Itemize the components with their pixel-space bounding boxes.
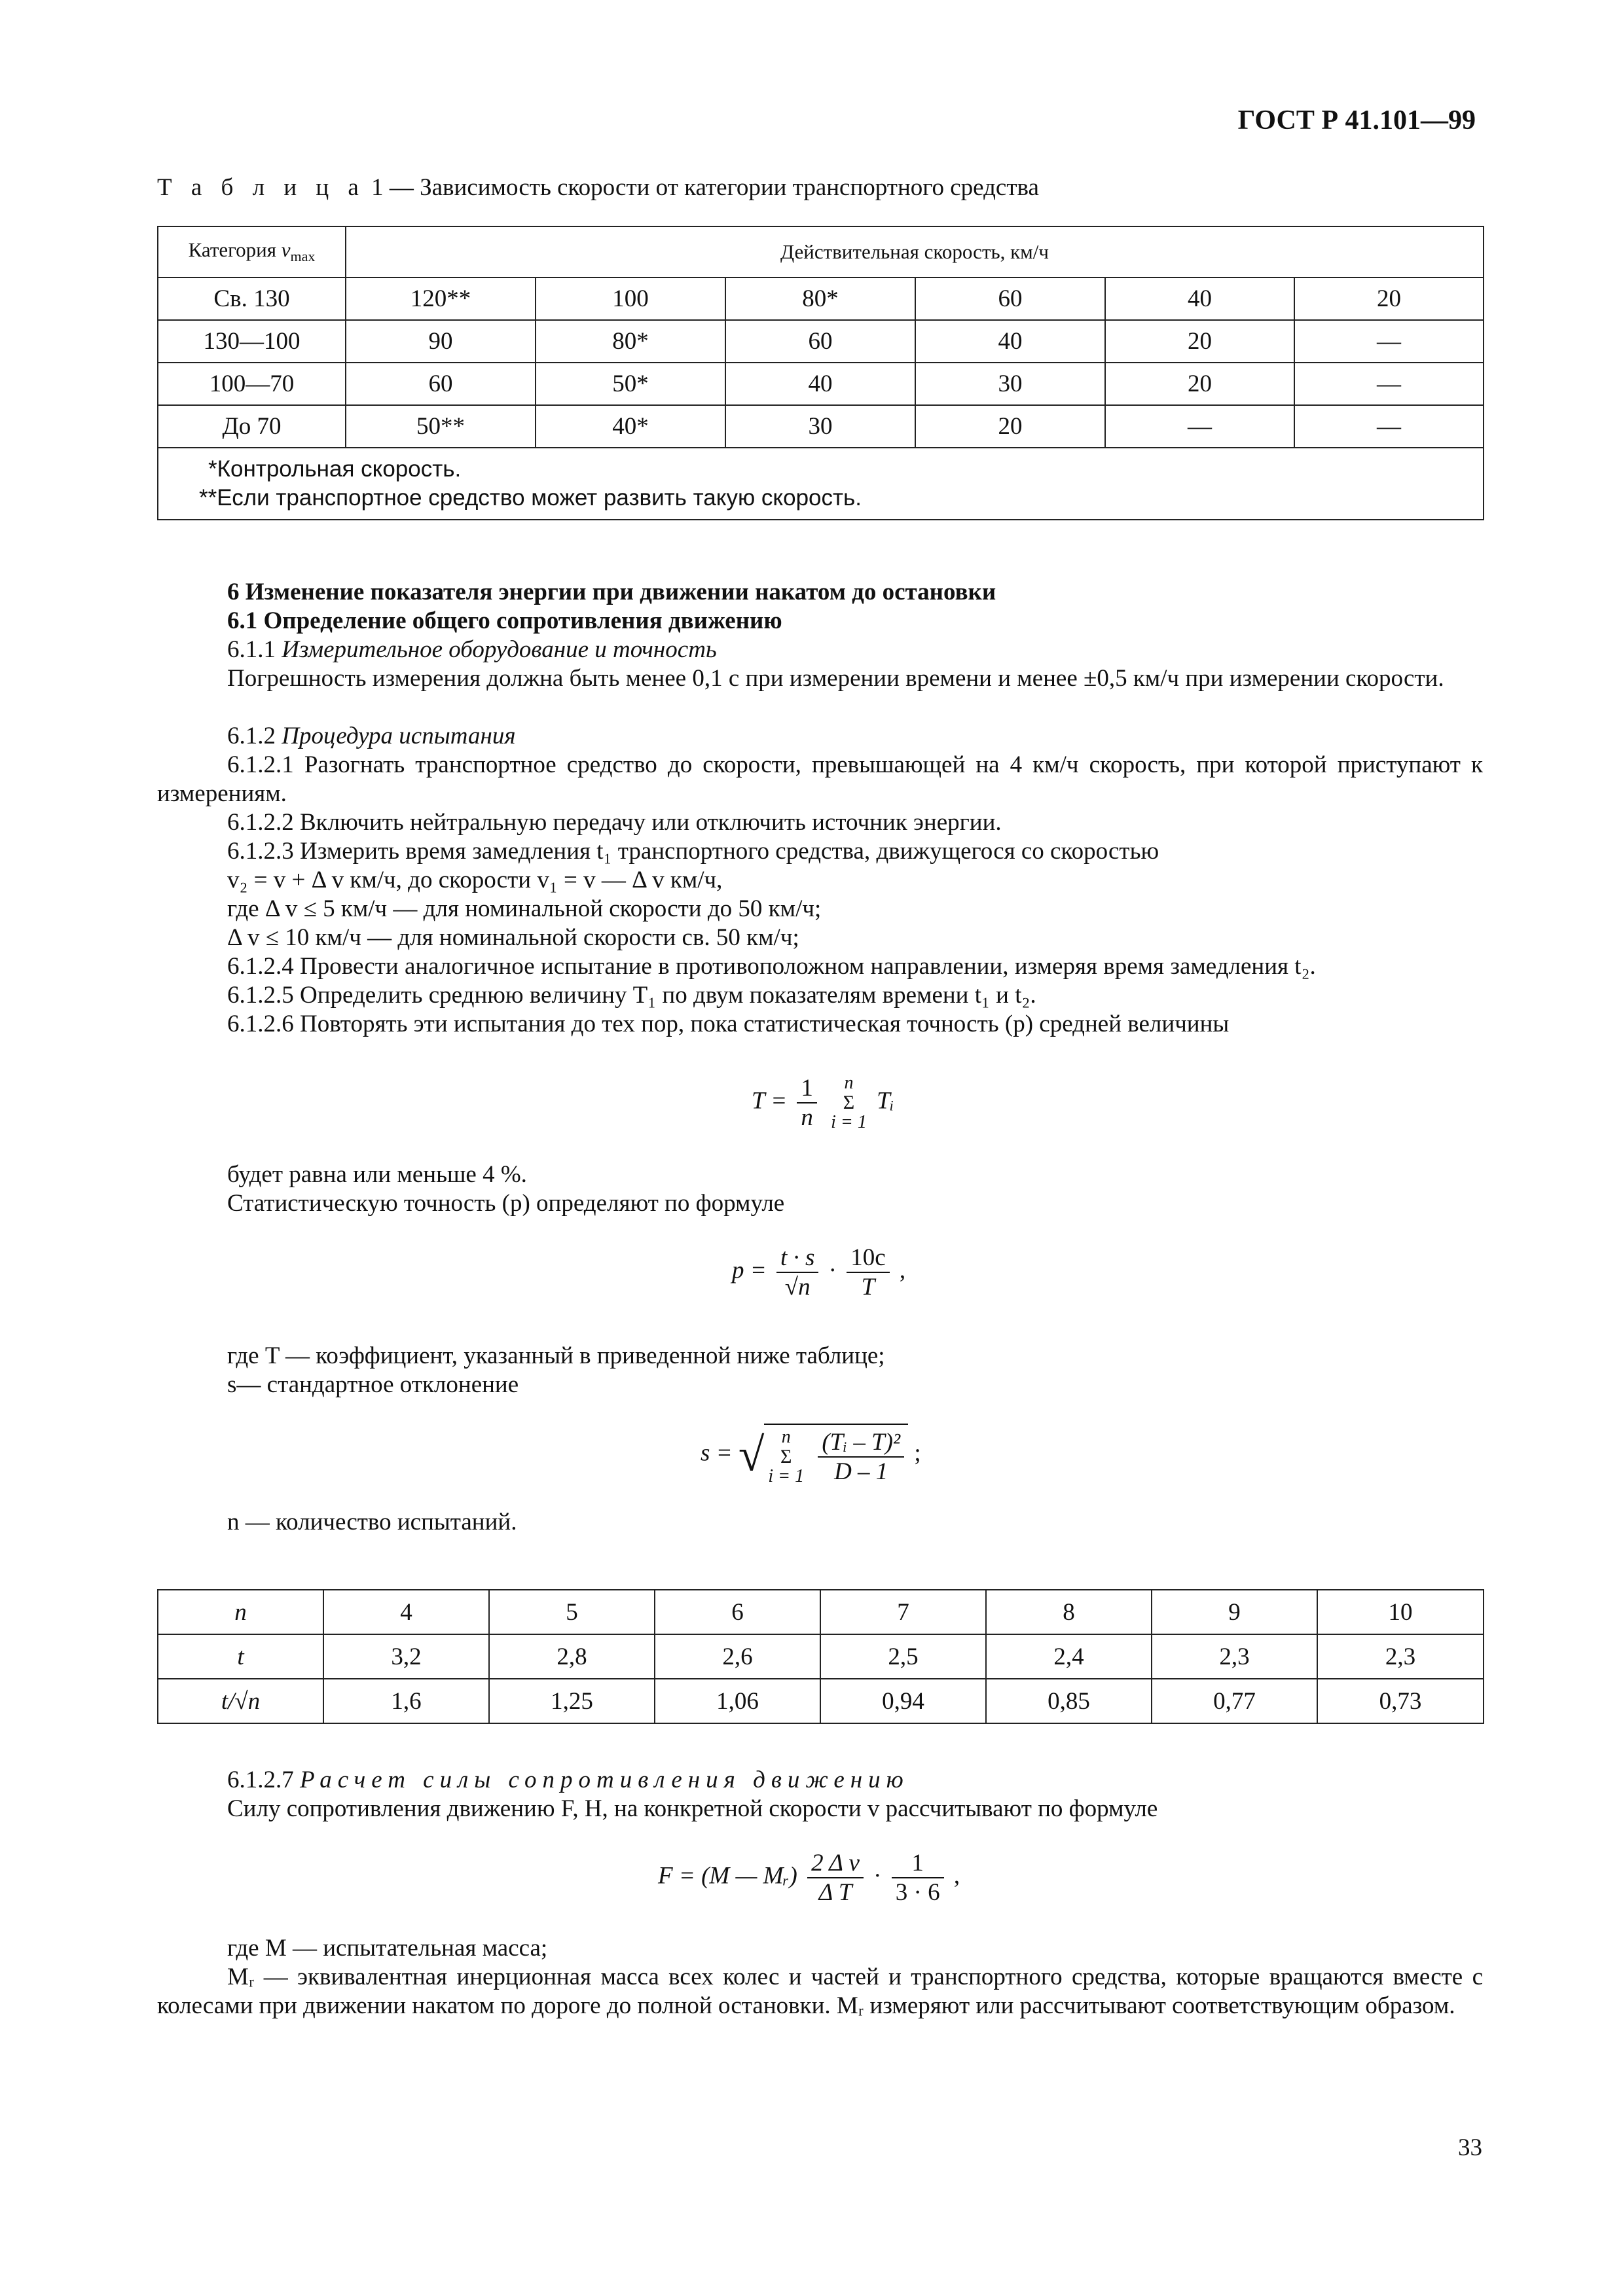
fraction (892, 1849, 944, 1907)
table1-note: **Если транспортное средство может развить такую скорость. (199, 485, 862, 511)
table-cell: 30 (915, 363, 1105, 405)
table1-header-speed: Действительная скорость, км/ч (346, 226, 1484, 278)
where-Mr: Mᵣ — эквивалентная инерционная масса всех колес и частей и транспортного средства, которые вращаются вместе с колесами при движении накатом по дороге до полной остановки. Mᵣ измеряют или рассчитывают соответствующим образом. (157, 1964, 1483, 2019)
numerator: t · s (776, 1244, 818, 1273)
sum-upper: n (781, 1427, 791, 1447)
table-cell: 100—70 (158, 363, 346, 405)
table-cell: 120** (346, 278, 536, 320)
category-label: Категория (188, 238, 282, 262)
table-cell: 10 (1317, 1590, 1484, 1634)
formula-text: s = (701, 1439, 733, 1467)
table1-header-category (158, 226, 346, 278)
table-cell: 80* (536, 320, 725, 363)
formula-text: p = (732, 1257, 767, 1284)
numerator: 10c (847, 1244, 889, 1273)
denominator: Δ T (818, 1879, 852, 1906)
table-cell: Св. 130 (158, 278, 346, 320)
table1-notes (158, 448, 1484, 520)
fraction (797, 1074, 817, 1132)
table-cell: 40* (536, 405, 725, 448)
clause-6-1-2-3: 6.1.2.3 Измерить время замедления t₁ транспортного средства, движущегося со скоростью (227, 838, 1159, 865)
clause-number: 6.1.2.7 (227, 1767, 300, 1793)
fraction (776, 1244, 818, 1301)
formula-text: T = (752, 1087, 788, 1115)
table-cell: 40 (1105, 278, 1294, 320)
where-s: s— стандартное отклонение (227, 1371, 519, 1398)
numerator: 1 (892, 1849, 944, 1878)
table-cell: 20 (1105, 320, 1294, 363)
formula-p: p = $\frac{t \cdot s}{√n}$ · $\frac{10c}{T}$ , (732, 1244, 906, 1300)
table-cell: 60 (725, 320, 915, 363)
where-n: n — количество испытаний. (227, 1509, 517, 1535)
table-cell: 4 (323, 1590, 489, 1634)
table-cell: — (1294, 363, 1484, 405)
table1-header-row (158, 226, 1484, 278)
formula-s: s = √ n Σ i = 1 $\frac{\text{(Tᵢ – T)²}}{D - 1}$ ; (701, 1424, 921, 1486)
clause-6-1-2-3-line3: где Δ v ≤ 5 км/ч — для номинальной скорости до 50 км/ч; (227, 895, 822, 922)
table-cell: 2,8 (489, 1634, 655, 1679)
clause-6-1-2-3-line2: v₂ = v + Δ v км/ч, до скорости v₁ = v — Δ v км/ч, (227, 867, 723, 893)
table-cell: 8 (986, 1590, 1152, 1634)
formula-mean-T (752, 1073, 894, 1132)
table-cell: 0,73 (1317, 1679, 1484, 1723)
clause-6-1-2-5: 6.1.2.5 Определить среднюю величину T₁ по двум показателям времени t₁ и t₂. (227, 982, 1036, 1009)
table-row (158, 320, 1484, 363)
table1-caption-prefix: Т а б л и ц а (157, 174, 365, 201)
clause-title: Процедура испытания (282, 723, 516, 749)
table-cell: 90 (346, 320, 536, 363)
force-intro: Силу сопротивления движению F, Н, на конкретной скорости v рассчитывают по формуле (227, 1795, 1158, 1822)
page-number: 33 (1458, 2134, 1482, 2161)
table-cell: 2,6 (655, 1634, 820, 1679)
table1-caption-text: 1 — Зависимость скорости от категории транспортного средства (365, 174, 1039, 201)
denominator: T (861, 1274, 875, 1300)
clause-6-1-2-7 (157, 1766, 1553, 1795)
clause-6-1-1-text: Погрешность измерения должна быть менее 0,1 с при измерении времени и менее ±0,5 км/ч при измерении скорости. (227, 665, 1444, 692)
denominator: √n (784, 1274, 811, 1300)
table-row (158, 1679, 1484, 1723)
speed-category-table (157, 226, 1484, 520)
sum-symbol: n Σ i = 1 (831, 1073, 867, 1132)
numerator: 2 Δ v (807, 1849, 864, 1878)
table-cell: 2,4 (986, 1634, 1152, 1679)
clause-title: Измерительное оборудование и точность (282, 636, 717, 663)
table-cell: 2,3 (1152, 1634, 1317, 1679)
clause-6-1-1 (157, 636, 1553, 664)
sum-upper: n (844, 1073, 854, 1093)
table-row (158, 405, 1484, 448)
clause-6-1-2-2: 6.1.2.2 Включить нейтральную передачу или отключить источник энергии. (227, 809, 1002, 836)
table-cell: 60 (915, 278, 1105, 320)
where-T: где T — коэффициент, указанный в приведенной ниже таблице; (227, 1342, 885, 1369)
category-sub: max (290, 248, 316, 265)
coefficient-table (157, 1589, 1484, 1724)
sum-lower: i = 1 (831, 1112, 867, 1132)
numerator: (Tᵢ – T)² (818, 1428, 904, 1458)
denominator: n (801, 1104, 813, 1131)
table-cell: — (1105, 405, 1294, 448)
table-cell: 1,25 (489, 1679, 655, 1723)
where-M: где M — испытательная масса; (227, 1935, 548, 1962)
table-cell: 0,94 (820, 1679, 986, 1723)
table-cell: — (1294, 320, 1484, 363)
table-cell: 40 (915, 320, 1105, 363)
table-row (158, 363, 1484, 405)
table-cell: 130—100 (158, 320, 346, 363)
table1-note: *Контрольная скорость. (208, 456, 462, 482)
denominator: D – 1 (834, 1458, 888, 1485)
table-cell: 20 (1105, 363, 1294, 405)
denominator: 3 · 6 (895, 1879, 940, 1906)
clause-number: 6.1.1 (227, 636, 282, 663)
section-6-1-heading: 6.1 Определение общего сопротивления движению (227, 607, 782, 634)
table-cell: 5 (489, 1590, 655, 1634)
table-cell: До 70 (158, 405, 346, 448)
table-cell: 60 (346, 363, 536, 405)
table-cell: 1,06 (655, 1679, 820, 1723)
row-label: t (158, 1634, 323, 1679)
table-cell: 0,77 (1152, 1679, 1317, 1723)
clause-6-1-2-4: 6.1.2.4 Провести аналогичное испытание в противоположном направлении, измеряя время замедления t₂. (227, 953, 1316, 980)
formula-text: Tᵢ (877, 1087, 894, 1115)
sum-symbol: n Σ i = 1 (768, 1427, 805, 1486)
table-cell: 0,85 (986, 1679, 1152, 1723)
fraction (818, 1428, 904, 1486)
table-row (158, 278, 1484, 320)
row-label: n (158, 1590, 323, 1634)
table-cell: 50* (536, 363, 725, 405)
clause-6-1-2-6: 6.1.2.6 Повторять эти испытания до тех пор, пока статистическая точность (p) средней величины (227, 1011, 1230, 1037)
after-T-text: будет равна или меньше 4 %. (227, 1161, 527, 1188)
table-row (158, 1590, 1484, 1634)
stat-intro: Статистическую точность (p) определяют по формуле (227, 1190, 785, 1217)
table-cell: 20 (915, 405, 1105, 448)
clause-title: Расчет силы сопротивления движению (300, 1767, 909, 1793)
clause-6-1-2-1: 6.1.2.1 Разогнать транспортное средство до скорости, превышающей на 4 км/ч скорость, при которой приступают к измерениям. (157, 751, 1483, 807)
table-cell: 6 (655, 1590, 820, 1634)
table-cell: 2,3 (1317, 1634, 1484, 1679)
clause-6-1-2-3-line4: Δ v ≤ 10 км/ч — для номинальной скорости св. 50 км/ч; (227, 924, 799, 951)
table-cell: 9 (1152, 1590, 1317, 1634)
fraction (807, 1849, 864, 1907)
table-cell: 1,6 (323, 1679, 489, 1723)
table-cell: 2,5 (820, 1634, 986, 1679)
table-cell: 7 (820, 1590, 986, 1634)
table-cell: 100 (536, 278, 725, 320)
category-var: v (281, 238, 291, 262)
row-label: t/√n (158, 1679, 323, 1723)
fraction (847, 1244, 889, 1301)
table1-notes-row (158, 448, 1484, 520)
sum-lower: i = 1 (768, 1466, 805, 1486)
clause-number: 6.1.2 (227, 723, 282, 749)
numerator: 1 (797, 1074, 817, 1103)
table-cell: 80* (725, 278, 915, 320)
table-cell: — (1294, 405, 1484, 448)
table-row (158, 1634, 1484, 1679)
table-cell: 20 (1294, 278, 1484, 320)
formula-F: F = (M — Mᵣ) $\frac{\text{2 Δ v}}{\text{Δ T}}$ · $\frac{1}{3 \cdot 6}$ , (658, 1850, 960, 1906)
clause-6-1-2 (157, 722, 1553, 751)
section-6-heading: 6 Изменение показателя энергии при движении накатом до остановки (227, 579, 996, 605)
table-cell: 3,2 (323, 1634, 489, 1679)
table-cell: 30 (725, 405, 915, 448)
table-cell: 50** (346, 405, 536, 448)
document-id-header: ГОСТ Р 41.101—99 (1237, 105, 1476, 135)
formula-text: F = (M — Mᵣ) (658, 1862, 797, 1890)
table-cell: 40 (725, 363, 915, 405)
table1-caption (157, 173, 1039, 202)
